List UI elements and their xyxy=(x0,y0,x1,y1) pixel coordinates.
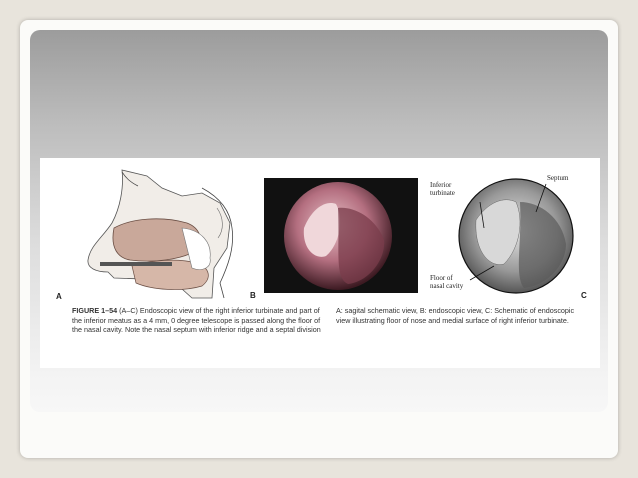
callout-floor-of-nasal-cavity: Floor of nasal cavity xyxy=(430,274,464,290)
endoscopic-photo xyxy=(264,178,418,293)
sagittal-schematic-illustration xyxy=(52,168,247,303)
figure-label: FIGURE 1–54 xyxy=(72,306,118,315)
panel-label-a: A xyxy=(56,292,62,301)
figure-caption-left xyxy=(72,306,328,335)
panel-label-c: C xyxy=(581,291,587,300)
figure-caption-right: A: sagital schematic view, B: endoscopic view, C: Schematic of endoscopic view illustrating floor of nose and medial surface of right inferior turbinate. xyxy=(336,306,575,325)
panel-label-b: B xyxy=(250,291,256,300)
caption-left-text: (A–C) Endoscopic view of the right inferior turbinate and part of the inferior meatus as a 4 mm, 0 degree telescope is passed along the floor of the nasal cavity. Note the nasal septum with inferior ridge and a septal division xyxy=(72,306,321,335)
callout-septum: Septum xyxy=(547,174,569,182)
callout-inferior-turbinate: Inferior turbinate xyxy=(430,181,455,197)
